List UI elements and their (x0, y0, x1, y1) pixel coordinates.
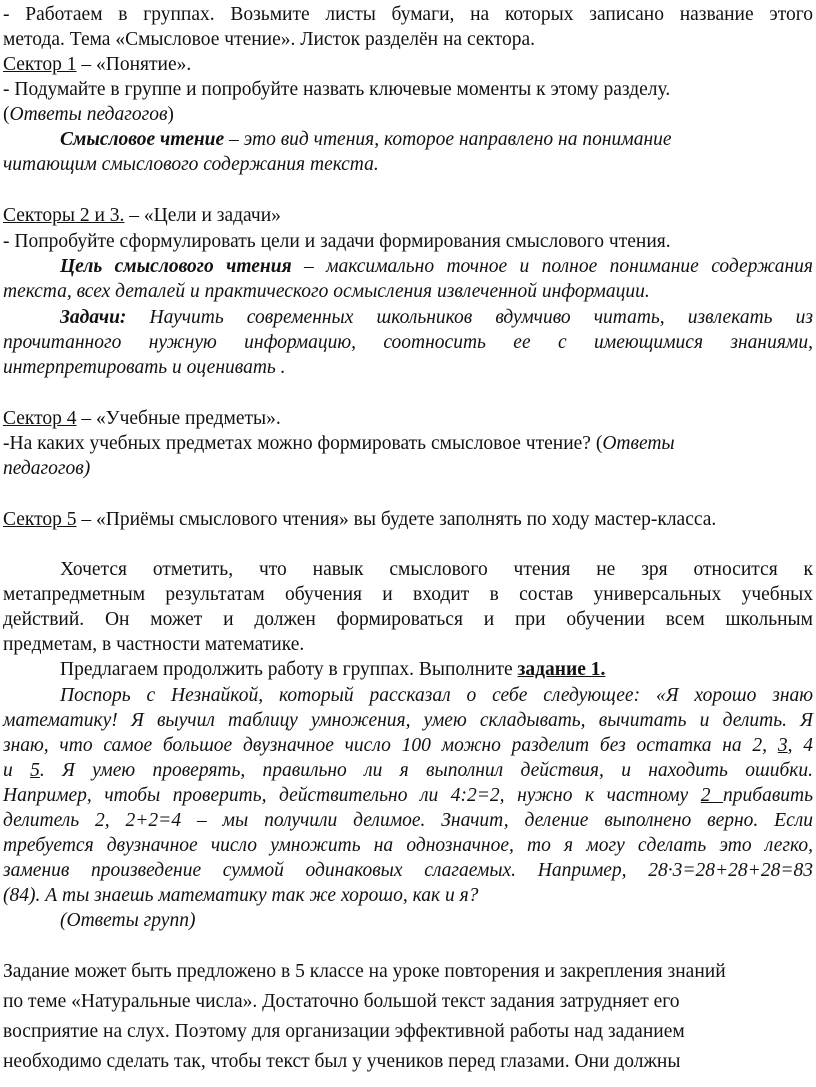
sector1-title: – «Понятие». (76, 54, 192, 75)
closing-line-1: Задание может быть предложено в 5 классе на уроке повторения и закрепления знаний (3, 961, 726, 982)
sector1-definition-line-1 (3, 127, 672, 152)
intro-line-2: метода. Тема «Смысловое чтение». Листок разделён на сектора. (3, 29, 536, 50)
skill-para-line-1: Хочется отметить, что навык смыслового чтения не зря относится к (60, 559, 813, 580)
task1-line-3 (3, 733, 813, 758)
task1-line-5 (3, 783, 813, 808)
task1-line-4 (3, 758, 813, 783)
task1-lead-text: Предлагаем продолжить работу в группах. Выполните (60, 659, 518, 680)
tasks-term: Задачи: (60, 307, 127, 328)
task1-line-4b: . Я умею проверять, правильно ли я выполнил действия, и находить ошибки. (39, 760, 813, 781)
tasks-line-3: интерпретировать и оценивать . (3, 357, 286, 378)
task1-line-5a: Например, чтобы проверить, действительно ли 4:2=2, нужно к частному (3, 785, 701, 806)
task1-line-3a: знаю, что самое большое двузначное число 100 можно разделит без остатка на 2, (3, 735, 778, 756)
task1-line-9: (84). А ты знаешь математику так же хорошо, как и я? (3, 885, 479, 906)
sector1-label: Сектор 1 (3, 54, 77, 75)
closing-line-3: восприятие на слух. Поэтому для организации эффективной работы над заданием (3, 1021, 685, 1042)
sector5-label: Сектор 5 (3, 509, 77, 530)
task1-line-5b: прибавить (723, 785, 814, 806)
goal-line-2: текста, всех деталей и практического осмысления извлеченной информации. (3, 281, 650, 302)
tasks-line-2: прочитанного нужную информацию, соотносить ее с имеющимися знаниями, (3, 332, 813, 353)
sector4-question-line-1 (3, 431, 675, 456)
task1-line-3b: , 4 (787, 735, 813, 756)
task1-line-8: заменив произведение суммой одинаковых слагаемых. Например, 28·3=28+28+28=83 (3, 860, 813, 881)
sectors23-title: – «Цели и задачи» (124, 205, 281, 226)
sector1-answers-text: Ответы педагогов (9, 104, 168, 125)
task1-line-2: математику! Я выучил таблицу умножения, умею складывать, вычитать и делить. Я (3, 710, 813, 731)
sector5-heading (3, 507, 716, 532)
task1-answers: (Ответы групп) (60, 910, 196, 931)
tasks-line-1 (3, 305, 813, 330)
goal-term: Цель смыслового чтения (60, 256, 292, 277)
definition-text: – это вид чтения, которое направлено на понимание (224, 129, 672, 150)
task1-lead (3, 657, 605, 682)
goal-line-1 (3, 254, 813, 279)
underlined-five: 5 (30, 760, 40, 781)
paren-open: ( (3, 104, 10, 125)
sectors23-task: - Попробуйте сформулировать цели и задачи формирования смыслового чтения. (3, 231, 671, 252)
intro-line-1: - Работаем в группах. Возьмите листы бумаги, на которых записано название этого (3, 4, 813, 25)
tasks-text: Научить современных школьников вдумчиво читать, извлекать из (126, 307, 813, 328)
sectors23-heading (3, 203, 281, 228)
sector1-task: - Подумайте в группе и попробуйте назвать ключевые моменты к этому разделу. (3, 79, 671, 100)
sector5-title: – «Приёмы смыслового чтения» вы будете заполнять по ходу мастер-класса. (76, 509, 717, 530)
sector4-answers: Ответы (602, 433, 675, 454)
sector4-question: -На каких учебных предметах можно формировать смысловое чтение? ( (3, 433, 603, 454)
task1-line-1: Поспорь с Незнайкой, который рассказал о себе следующее: «Я хорошо знаю (60, 685, 813, 706)
underlined-two: 2 (700, 785, 724, 806)
skill-para-line-3: действий. Он может и должен формироваться и при обучении всем школьным (3, 609, 813, 630)
underlined-three: 3 (777, 735, 788, 756)
goal-text: – максимально точное и полное понимание содержания (291, 256, 813, 277)
task1-line-7: требуется двузначное число умножить на однозначное, то я могу сделать это легко, (3, 835, 813, 856)
sector1-answers (3, 102, 174, 127)
sector4-question-line-2: педагогов) (3, 458, 91, 479)
task1-line-6: делитель 2, 2+2=4 – мы получили делимое. Значит, деление выполнено верно. Если (3, 810, 813, 831)
sector4-heading (3, 406, 281, 431)
closing-line-4: необходимо сделать так, чтобы текст был у учеников перед глазами. Они должны (3, 1051, 681, 1072)
closing-line-2: по теме «Натуральные числа». Достаточно большой текст задания затрудняет его (3, 991, 680, 1012)
paren-close: ) (167, 104, 174, 125)
sectors23-label: Секторы 2 и 3. (3, 205, 125, 226)
sector1-heading (3, 52, 191, 77)
skill-para-line-2: метапредметным результатам обучения и входит в состав универсальных учебных (3, 584, 813, 605)
sector4-title: – «Учебные предметы». (76, 408, 281, 429)
term-smyslovoe-chtenie: Смысловое чтение (60, 129, 225, 150)
skill-para-line-4: предметам, в частности математике. (3, 634, 305, 655)
task1-line-4a: и (3, 760, 31, 781)
sector1-definition-line-2: читающим смыслового содержания текста. (3, 154, 379, 175)
task1-link[interactable]: задание 1. (517, 659, 606, 680)
sector4-label: Сектор 4 (3, 408, 77, 429)
